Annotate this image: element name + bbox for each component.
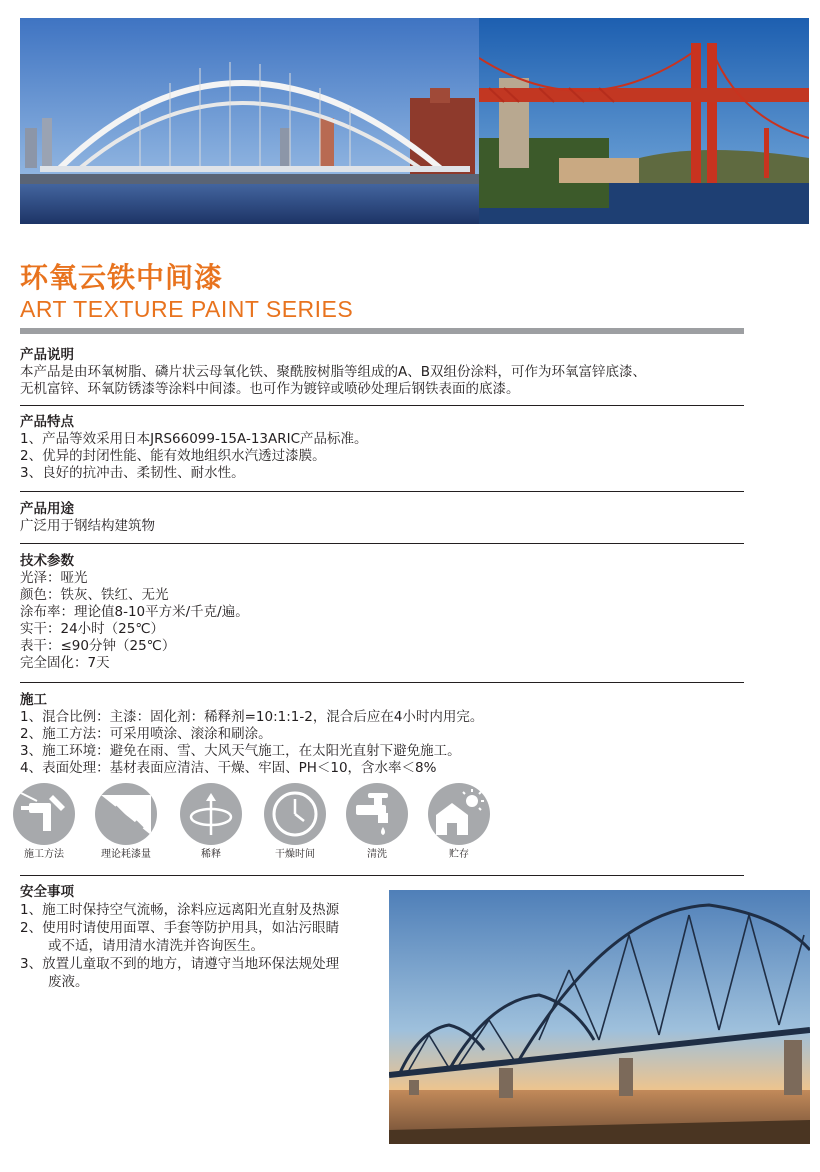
spec-gloss: 光泽：哑光 [20,570,88,586]
text-line: 2、使用时请使用面罩、手套等防护用具，如沾污眼睛 [20,920,340,936]
section-title: 产品用途 [20,501,74,517]
text-line: 废液。 [48,974,89,990]
icon-label: 贮存 [449,849,469,860]
section-title: 产品特点 [20,414,74,430]
construction-section [20,692,744,777]
text-line: 广泛用于钢结构建筑物 [20,518,155,534]
section-title: 产品说明 [20,347,74,363]
text-line: 无机富锌、环氧防锈漆等涂料中间漆。也可作为镀锌或喷砂处理后钢铁表面的底漆。 [20,381,520,397]
features-section [20,414,744,482]
icon-item [180,783,242,861]
description-section [20,347,744,398]
icon-item [95,783,157,861]
section-divider [20,491,744,492]
golden-gate-photo [479,18,809,224]
storage-icon [428,783,490,845]
icon-label: 清洗 [367,849,387,860]
section-title: 施工 [20,692,47,708]
icon-item [428,783,490,861]
section-divider [20,543,744,544]
dilution-icon [180,783,242,845]
text-line: 1、产品等效采用日本JRS66099-15A-13ARIC产品标准。 [20,431,368,447]
icon-label: 理论耗漆量 [101,849,151,860]
text-line: 1、施工时保持空气流畅，涂料应远离阳光直射及热源 [20,902,340,918]
specs-section [20,553,744,672]
spec-full-cure: 完全固化：7天 [20,655,110,671]
clock-icon [264,783,326,845]
section-title: 技术参数 [20,553,74,569]
product-title: 环氧云铁中间漆 [20,261,224,294]
spec-color: 颜色：铁灰、铁红、无光 [20,587,169,603]
icon-item [346,783,408,861]
section-divider [20,405,744,406]
section-divider [20,875,744,876]
truss-bridge-photo [389,890,810,1144]
safety-section [20,884,390,991]
text-line: 1、混合比例：主漆：固化剂：稀释剂=10:1:1-2，混合后应在4小时内用完。 [20,709,484,725]
icon-label: 稀释 [201,849,221,860]
series-title: ART TEXTURE PAINT SERIES [20,296,354,322]
text-line: 3、放置儿童取不到的地方，请遵守当地环保法规处理 [20,956,340,972]
spec-hard-dry: 实干：24小时（25℃） [20,621,165,637]
icon-item [13,783,75,861]
usage-section [20,501,744,535]
icon-label: 施工方法 [24,849,64,860]
text-line: 2、优异的封闭性能、能有效地组织水汽透过漆膜。 [20,448,326,464]
section-divider [20,682,744,683]
text-line: 或不适，请用清水清洗并咨询医生。 [48,938,264,954]
spec-coverage: 涂布率：理论值8-10平方米/千克/遍。 [20,604,249,620]
faucet-icon [346,783,408,845]
text-line: 3、施工环境：避免在雨、雪、大风天气施工，在太阳光直射下避免施工。 [20,743,461,759]
spray-gun-icon [13,783,75,845]
spec-surface-dry: 表干：≤90分钟（25℃） [20,638,176,654]
text-line: 4、表面处理：基材表面应清洁、干燥、牢固、PH＜10，含水率＜8% [20,760,437,776]
coverage-icon [95,783,157,845]
icon-label: 干燥时间 [275,849,315,860]
icon-item [264,783,326,861]
text-line: 2、施工方法：可采用喷涂、滚涂和刷涂。 [20,726,272,742]
arch-bridge-photo [20,18,479,224]
section-title: 安全事项 [20,884,74,900]
text-line: 本产品是由环氧树脂、磷片状云母氧化铁、聚酰胺树脂等组成的A、B双组份涂料，可作为环氧富锌底漆、 [20,364,646,380]
title-divider [20,328,744,334]
text-line: 3、良好的抗冲击、柔韧性、耐水性。 [20,465,245,481]
